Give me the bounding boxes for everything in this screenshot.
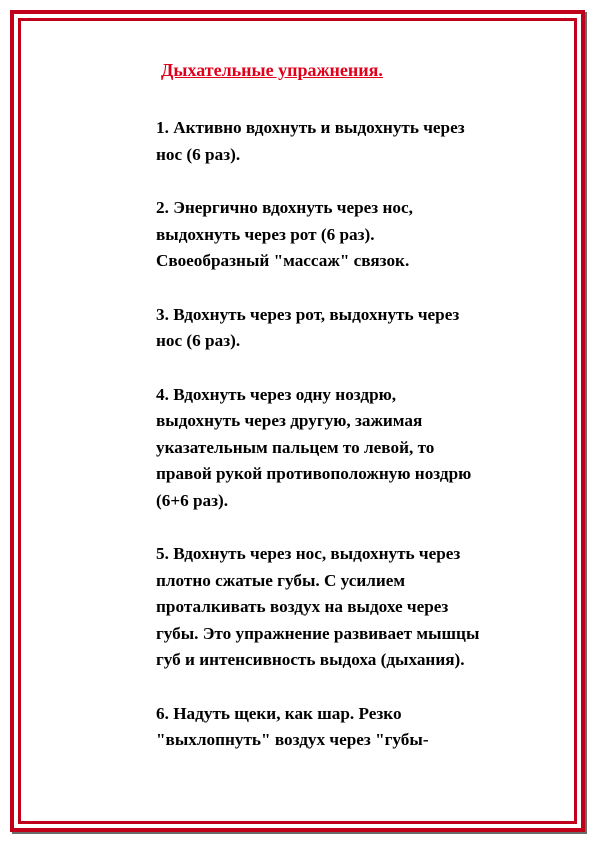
exercise-line: 4. Вдохнуть через одну ноздрю,	[156, 384, 397, 404]
exercise-line: проталкивать воздух на выдохе через	[156, 597, 449, 616]
exercise-line: 5. Вдохнуть через нос, выдохнуть через	[156, 544, 461, 563]
exercise-line: указательным пальцем то левой, то	[156, 437, 435, 457]
exercise-item-2	[156, 195, 516, 275]
exercise-line: нос (6 раз).	[156, 144, 241, 164]
exercise-line: выдохнуть через рот (6 раз).	[156, 224, 375, 244]
exercise-item-3	[156, 302, 516, 355]
exercise-list	[156, 115, 516, 781]
exercise-line: 1. Активно вдохнуть и выдохнуть через	[156, 118, 465, 137]
exercise-item-5	[156, 541, 516, 674]
exercise-line: губы. Это упражнение развивает мышцы	[156, 623, 480, 643]
exercise-item-1	[156, 115, 516, 168]
exercise-line: выдохнуть через другую, зажимая	[156, 411, 423, 430]
exercise-item-4	[156, 382, 516, 515]
exercise-line: 6. Надуть щеки, как шар. Резко	[156, 703, 402, 723]
exercise-line: 3. Вдохнуть через рот, выдохнуть через	[156, 304, 460, 324]
exercise-line: "выхлопнуть" воздух через "губы-	[156, 730, 429, 749]
exercise-line: губ и интенсивность выдоха (дыхания).	[156, 650, 465, 669]
exercise-line: правой рукой противоположную ноздрю	[156, 464, 472, 483]
document-title: Дыхательные упражнения.	[161, 60, 383, 80]
exercise-line: 2. Энергично вдохнуть через нос,	[156, 198, 413, 217]
exercise-line: нос (6 раз).	[156, 331, 241, 350]
exercise-item-6	[156, 701, 516, 754]
exercise-line: Своеобразный "массаж" связок.	[156, 251, 410, 270]
exercise-line: плотно сжатые губы. С усилием	[156, 570, 406, 590]
exercise-line: (6+6 раз).	[156, 490, 229, 510]
